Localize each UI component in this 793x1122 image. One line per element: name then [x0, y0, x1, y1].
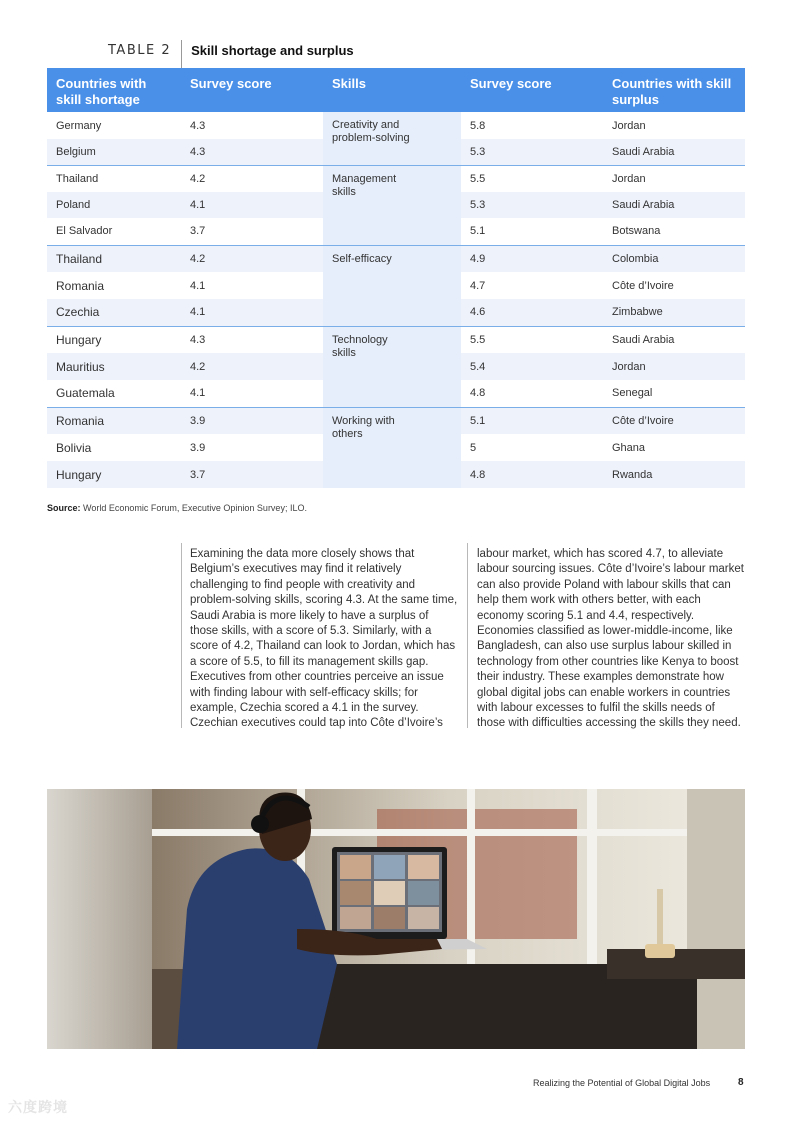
shortage-score: 4.1 — [181, 299, 323, 326]
surplus-score: 4.9 — [461, 245, 603, 272]
page-number: 8 — [738, 1077, 744, 1088]
surplus-score: 5.8 — [470, 119, 486, 132]
shortage-score: 4.2 — [181, 245, 323, 272]
shortage-country: Mauritius — [47, 353, 181, 380]
shortage-country: El Salvador — [56, 225, 113, 238]
shortage-score: 4.1 — [181, 192, 323, 218]
surplus-country: Senegal — [612, 387, 653, 400]
surplus-score: 5 — [470, 441, 477, 454]
source-text: World Economic Forum, Executive Opinion Survey; ILO. — [83, 503, 307, 513]
column-divider-left — [181, 543, 182, 728]
header-skills: Skills — [323, 68, 461, 112]
surplus-country: Botswana — [612, 225, 661, 238]
body-text-right: labour market, which has scored 4.7, to alleviate labour sourcing issues. Côte d’Ivoire’s labour market can also provide Poland with labour skills that can help them work with others better, with each economy scoring 5.1 and 4.4, respectively. Economies classified as lower-middle-income, like Bangladesh, can also use surplus labour skilled in technology from other countries like Kenya to boost their industry. These examples demonstrate how global digital jobs can enable workers in countries with labour excesses to fulfil the skills needs of those with difficulties accessing the skills they need. — [477, 548, 744, 730]
surplus-score: 5.3 — [461, 192, 603, 218]
table-title: Skill shortage and surplus — [191, 43, 354, 58]
surplus-score: 5.5 — [461, 326, 603, 353]
shortage-score: 4.3 — [190, 119, 206, 132]
header-shortage-score: Survey score — [181, 68, 323, 112]
table-row — [47, 245, 745, 272]
surplus-country: Ghana — [612, 441, 646, 454]
header-surplus-score: Survey score — [461, 68, 603, 112]
skill-name: Creativity and problem-solving — [323, 112, 461, 165]
surplus-score: 4.6 — [461, 299, 603, 326]
surplus-country: Saudi Arabia — [603, 139, 745, 165]
shortage-country: Guatemala — [56, 386, 115, 401]
shortage-score: 4.1 — [190, 387, 206, 400]
shortage-score: 3.9 — [190, 441, 206, 454]
surplus-score: 4.8 — [470, 387, 486, 400]
shortage-country: Hungary — [47, 461, 181, 488]
surplus-country: Rwanda — [603, 461, 745, 488]
surplus-country: Jordan — [612, 119, 646, 132]
header-shortage-countries: Countries with skill shortage — [47, 68, 181, 112]
surplus-country: Côte d’Ivoire — [612, 279, 674, 292]
table-row — [47, 165, 745, 192]
shortage-country: Thailand — [47, 165, 181, 192]
shortage-country: Thailand — [47, 245, 181, 272]
shortage-country: Romania — [56, 278, 105, 293]
skill-name: Technology skills — [323, 326, 461, 407]
table-row — [47, 112, 745, 139]
surplus-score: 5.1 — [461, 407, 603, 434]
shortage-score: 4.2 — [181, 165, 323, 192]
surplus-score: 5.3 — [461, 139, 603, 165]
photo-man-on-video-call — [47, 789, 745, 1049]
shortage-score: 4.1 — [190, 279, 206, 292]
surplus-country: Jordan — [603, 165, 745, 192]
shortage-country: Germany — [56, 119, 102, 132]
surplus-country: Zimbabwe — [603, 299, 745, 326]
surplus-country: Saudi Arabia — [603, 326, 745, 353]
surplus-score: 5.4 — [461, 353, 603, 380]
footer-title: Realizing the Potential of Global Digital Jobs — [533, 1078, 711, 1088]
surplus-score: 4.8 — [461, 461, 603, 488]
shortage-country: Bolivia — [56, 440, 92, 455]
shortage-country: Czechia — [47, 299, 181, 326]
table-row — [47, 407, 745, 434]
shortage-score: 3.7 — [190, 225, 206, 238]
shortage-score: 4.3 — [181, 139, 323, 165]
table-row — [47, 326, 745, 353]
surplus-score: 5.5 — [461, 165, 603, 192]
shortage-score: 3.7 — [181, 461, 323, 488]
shortage-country: Belgium — [47, 139, 181, 165]
column-divider-right — [467, 543, 468, 728]
table-caption — [108, 40, 354, 68]
table-body — [47, 112, 745, 488]
surplus-score: 4.7 — [470, 279, 486, 292]
table-source — [47, 503, 307, 513]
surplus-country: Saudi Arabia — [603, 192, 745, 218]
surplus-country: Côte d’Ivoire — [603, 407, 745, 434]
skill-name: Management skills — [323, 165, 461, 245]
shortage-country: Romania — [47, 407, 181, 434]
shortage-score: 4.3 — [181, 326, 323, 353]
header-surplus-countries: Countries with skill surplus — [603, 68, 745, 112]
body-text-left: Examining the data more closely shows that Belgium’s executives may find it relatively challenging to find people with creativity and problem-solving skills, scoring 4.3. At the same time, Saudi Arabia is more likely to have a surplus of those skills, with a score of 5.3. Similarly, with a score of 4.2, Thailand can look to Jordan, which has a score of 5.5, to fill its management skills gap. Executives from other countries perceive an issue with finding labour with self-efficacy skills; for example, Czechia scored a 4.1 in the survey. Czechian executives could tap into Côte d’Ivoire’s — [190, 548, 458, 730]
shortage-country: Hungary — [47, 326, 181, 353]
watermark: 六度跨境 — [8, 1099, 68, 1115]
surplus-country: Colombia — [603, 245, 745, 272]
photo-illustration — [47, 789, 745, 1049]
shortage-score: 4.2 — [181, 353, 323, 380]
table-number: TABLE 2 — [108, 40, 182, 68]
surplus-country: Jordan — [603, 353, 745, 380]
source-label: Source: — [47, 503, 81, 513]
shortage-country: Poland — [47, 192, 181, 218]
skill-name: Working with others — [323, 407, 461, 488]
skills-table — [47, 68, 745, 488]
skill-name: Self-efficacy — [323, 245, 461, 326]
surplus-score: 5.1 — [470, 225, 486, 238]
shortage-score: 3.9 — [181, 407, 323, 434]
table-header-row — [47, 68, 745, 112]
